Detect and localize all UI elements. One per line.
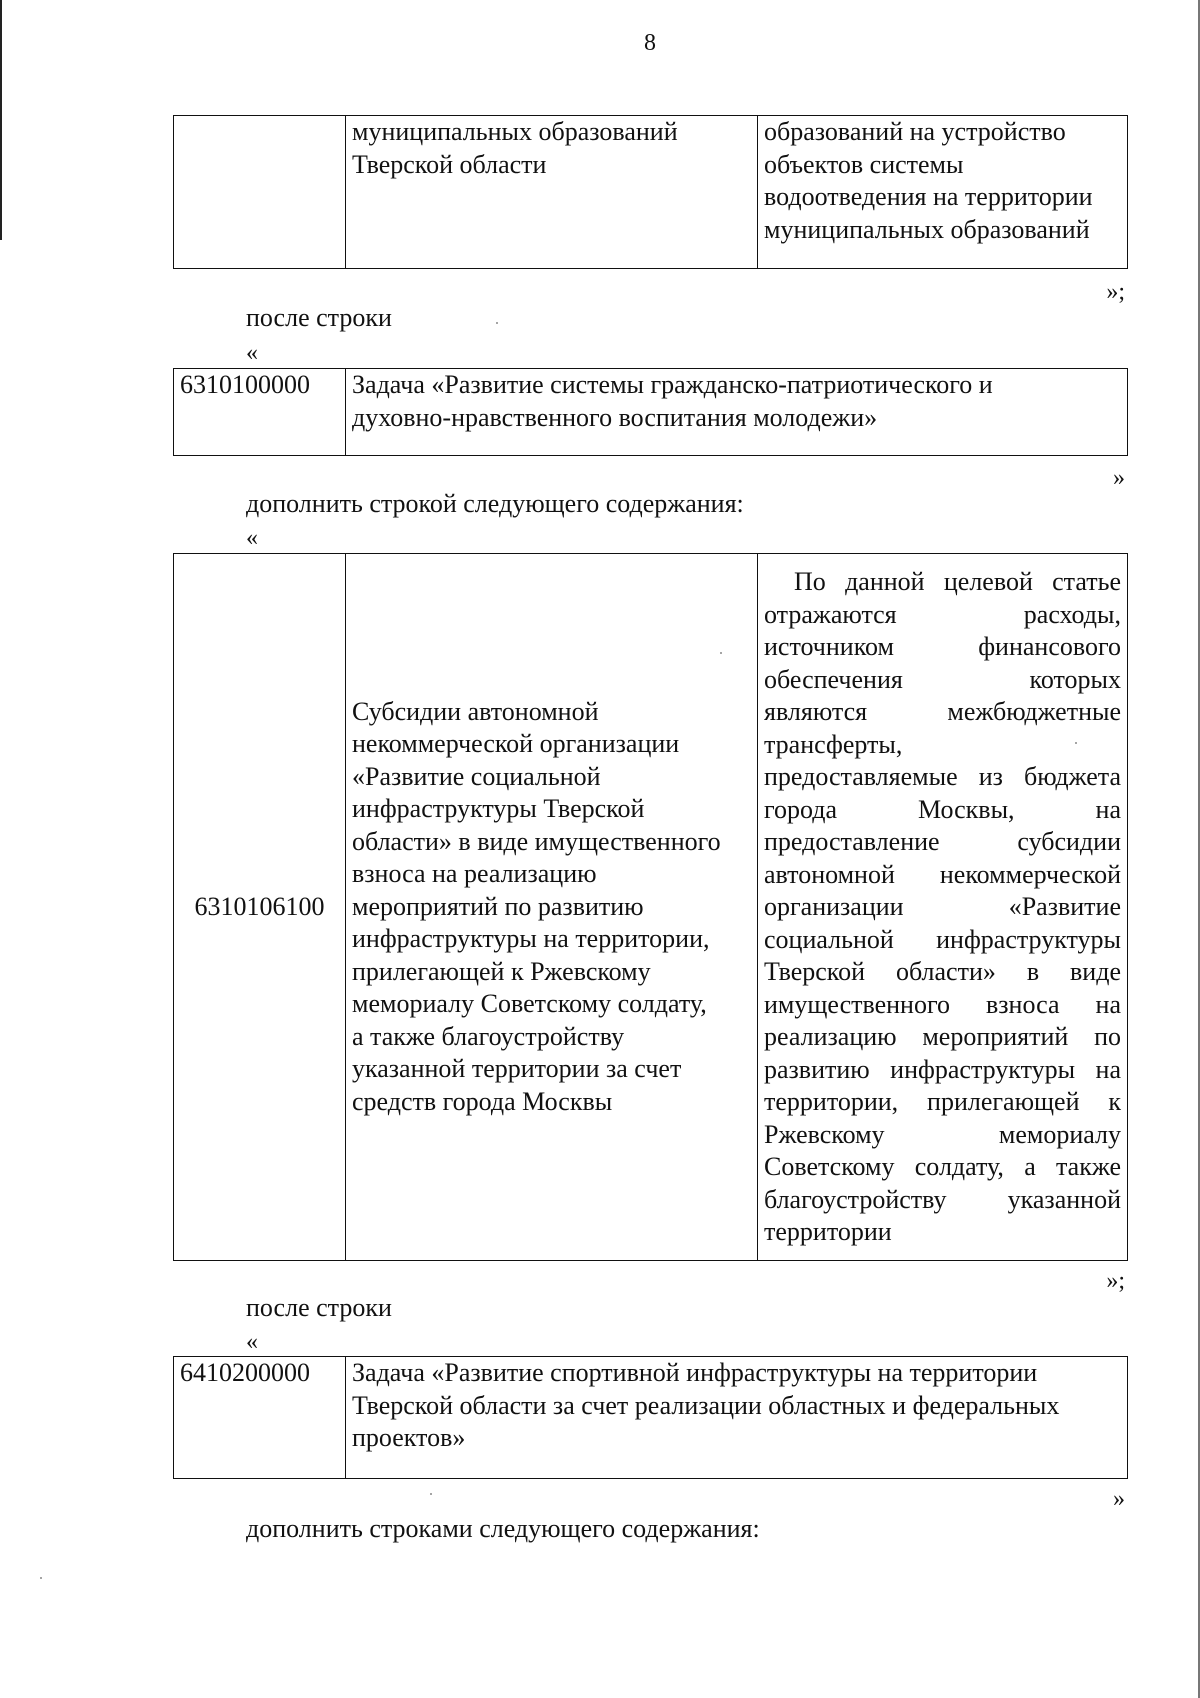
name-line: Субсидии автономной [352, 696, 599, 726]
scan-speck [1075, 742, 1077, 744]
add-row-text: дополнить строками следующего содержания: [246, 1514, 760, 1543]
name-line: проектов» [352, 1423, 466, 1452]
name-line: взноса на реализацию [352, 859, 597, 889]
name-cell [346, 369, 1128, 456]
desc-line: реализацию мероприятий по [764, 1022, 1121, 1051]
name-line: средств города Москвы [352, 1086, 613, 1116]
name-line: мероприятий по развитию [352, 891, 644, 921]
name-line: «Развитие социальной [352, 761, 601, 791]
name-line: духовно-нравственного воспитания молодежи» [352, 402, 878, 432]
desc-line: территории, прилегающей к [764, 1087, 1121, 1116]
desc-line: источником финансового [764, 632, 1121, 661]
desc-line: объектов системы [764, 149, 964, 179]
code-cell [174, 116, 346, 269]
table-row [174, 116, 1128, 269]
table-subsidy-row [173, 553, 1128, 1261]
name-cell [346, 1357, 1128, 1479]
name-line: некоммерческой организации [352, 729, 680, 759]
desc-line: территории [764, 1217, 892, 1246]
desc-cell [758, 554, 1128, 1261]
desc-line: муниципальных образований [764, 214, 1090, 244]
closing-quote: » [1113, 1486, 1125, 1512]
desc-line: Ржевскому мемориалу [764, 1119, 1121, 1149]
desc-line: обеспечения которых [764, 664, 1121, 694]
name-line: муниципальных образований [352, 117, 678, 146]
name-line: Задача «Развитие системы гражданско-патриотического и [352, 370, 993, 399]
desc-line: имущественного взноса на [764, 989, 1121, 1019]
desc-line: социальной инфраструктуры [764, 924, 1121, 954]
name-line: Тверской области [352, 149, 547, 179]
desc-cell [758, 116, 1128, 269]
name-cell [346, 554, 758, 1261]
desc-line: развитию инфраструктуры на [764, 1054, 1121, 1084]
code-cell: 6310106100 [174, 554, 346, 1261]
name-line: указанной территории за счет [352, 1054, 682, 1084]
name-line: инфраструктуры на территории, [352, 924, 710, 954]
name-line: а также благоустройству [352, 1021, 625, 1051]
name-line: области» в виде имущественного [352, 826, 721, 856]
scan-speck [40, 1577, 42, 1579]
desc-line: являются межбюджетные [764, 697, 1121, 726]
desc-line: благоустройству указанной [764, 1184, 1121, 1214]
page-number: 8 [644, 30, 656, 56]
code-cell: 6310100000 [174, 369, 346, 456]
name-cell [346, 116, 758, 269]
closing-quote: » [1113, 465, 1125, 491]
desc-line: организации «Развитие [764, 892, 1121, 921]
opening-quote: « [246, 525, 258, 551]
table-row [174, 369, 1128, 456]
desc-line: Советскому солдату, а также [764, 1152, 1121, 1181]
after-row-text: после строки [246, 1293, 392, 1322]
scan-speck [430, 1493, 432, 1495]
closing-quote: »; [1106, 1268, 1125, 1294]
opening-quote: « [246, 340, 258, 366]
scan-speck [496, 322, 498, 324]
desc-line: водоотведения на территории [764, 182, 1093, 211]
desc-line: отражаются расходы, [764, 599, 1121, 629]
opening-quote: « [246, 1329, 258, 1355]
code-cell: 6410200000 [174, 1357, 346, 1479]
table-continuation [173, 115, 1128, 269]
add-row-text: дополнить строкой следующего содержания: [246, 489, 744, 518]
desc-line: Тверской области» в виде [764, 957, 1121, 986]
table-row [174, 1357, 1128, 1479]
name-line: инфраструктуры Тверской [352, 794, 645, 824]
name-line: прилегающей к Ржевскому [352, 956, 651, 986]
after-row-text: после строки [246, 303, 392, 332]
table-task-youth [173, 368, 1128, 456]
desc-line: предоставляемые из бюджета [764, 762, 1121, 791]
table-row [174, 554, 1128, 1261]
scan-speck [720, 652, 722, 654]
desc-line: предоставление субсидии [764, 827, 1121, 856]
desc-line: образований на устройство [764, 117, 1066, 146]
name-line: Задача «Развитие спортивной инфраструктуры на территории [352, 1358, 1038, 1387]
name-line: мемориалу Советскому солдату, [352, 989, 707, 1019]
closing-quote: »; [1106, 279, 1125, 305]
desc-line: По данной целевой статье [794, 567, 1121, 596]
desc-line: города Москвы, на [764, 794, 1121, 824]
table-task-sport [173, 1356, 1128, 1479]
desc-line: трансферты, [764, 729, 903, 759]
desc-line: автономной некоммерческой [764, 859, 1121, 889]
name-line: Тверской области за счет реализации областных и федеральных [352, 1390, 1060, 1420]
